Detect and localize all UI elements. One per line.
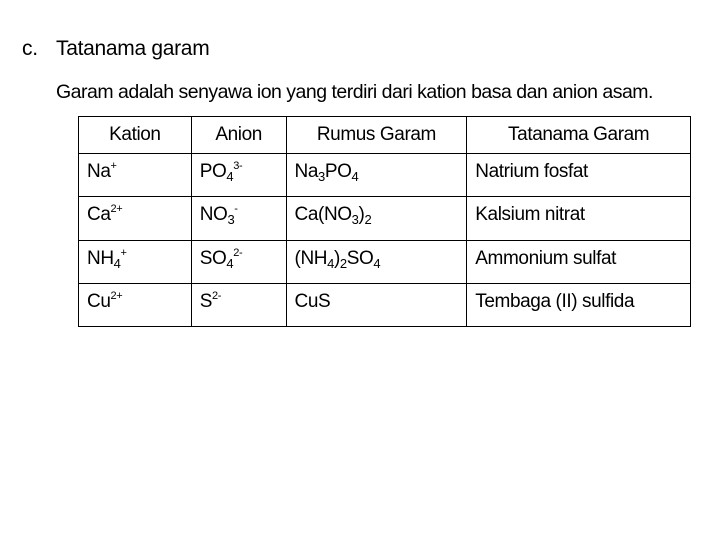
cation-formula — [87, 291, 122, 312]
formula-subscript: 4 — [351, 169, 359, 184]
salt-naming-table — [78, 116, 691, 327]
table-body — [79, 154, 691, 327]
table-row — [79, 197, 691, 240]
cell-tatanama-garam: Ammonium sulfat — [467, 240, 691, 283]
cell-rumus-garam — [286, 240, 467, 283]
cell-rumus-garam — [286, 154, 467, 197]
formula-subscript: 3 — [318, 169, 325, 184]
cation-charge: 2+ — [110, 289, 123, 302]
cell-kation — [79, 154, 192, 197]
header-anion: Anion — [191, 117, 286, 154]
cell-tatanama-garam: Kalsium nitrat — [467, 197, 691, 240]
cation-symbol: NH — [87, 247, 114, 269]
cation-symbol: Cu — [87, 290, 111, 312]
cell-anion — [191, 283, 286, 326]
cell-tatanama-garam: Natrium fosfat — [467, 154, 691, 197]
anion-formula — [199, 203, 238, 228]
section-marker: c. — [22, 37, 38, 60]
cell-rumus-garam — [286, 283, 467, 326]
intro-paragraph: Garam adalah senyawa ion yang terdiri dari kation basa dan anion asam. — [56, 81, 653, 103]
anion-charge: 3- — [233, 160, 243, 172]
formula-part: ) — [358, 204, 365, 226]
cell-anion — [191, 240, 286, 283]
cell-rumus-garam — [286, 197, 467, 240]
anion-subscript: 4 — [226, 169, 234, 184]
table-row — [79, 283, 691, 326]
anion-symbol: S — [199, 290, 213, 312]
anion-subscript: 3 — [227, 212, 235, 228]
anion-charge: 2- — [212, 289, 221, 302]
cell-anion — [191, 154, 286, 197]
cation-symbol: Na — [87, 161, 111, 182]
formula-subscript: 4 — [373, 255, 381, 271]
anion-symbol: NO — [199, 204, 228, 226]
cation-formula — [87, 204, 122, 225]
formula-part: (NH — [294, 247, 328, 269]
formula-part: ) — [333, 247, 340, 269]
anion-subscript: 4 — [226, 255, 234, 271]
formula-subscript: 4 — [327, 255, 334, 271]
header-tatanama-garam: Tatanama Garam — [467, 117, 691, 154]
anion-charge: 2- — [233, 246, 243, 259]
table-row — [79, 240, 691, 283]
cell-anion — [191, 197, 286, 240]
cation-subscript: 4 — [113, 255, 121, 271]
formula-part: CuS — [294, 290, 331, 312]
section-title: Tatanama garam — [56, 37, 210, 60]
anion-formula — [200, 291, 221, 312]
anion-symbol: SO — [199, 247, 227, 269]
header-kation: Kation — [79, 117, 192, 154]
table-row — [79, 154, 691, 197]
formula-part: SO — [346, 247, 374, 269]
cell-kation — [79, 240, 192, 283]
cation-formula — [87, 248, 127, 269]
cation-charge: + — [110, 160, 117, 172]
formula-part: PO — [324, 161, 352, 182]
formula-subscript: 2 — [339, 255, 347, 271]
section-heading — [22, 36, 209, 62]
cation-symbol: Ca — [87, 204, 111, 226]
anion-charge: - — [234, 203, 238, 216]
cation-formula — [87, 161, 117, 182]
header-rumus-garam: Rumus Garam — [286, 117, 467, 154]
cell-kation — [79, 283, 192, 326]
formula-part: Ca(NO — [294, 204, 352, 226]
anion-formula — [200, 248, 242, 269]
formula-subscript: 3 — [351, 212, 359, 228]
cell-tatanama-garam: Tembaga (II) sulfida — [467, 283, 691, 326]
formula-part: Na — [294, 161, 319, 182]
cation-charge: + — [120, 246, 127, 259]
cell-kation — [79, 197, 192, 240]
anion-symbol: PO — [199, 161, 227, 182]
anion-formula — [200, 161, 242, 182]
cation-charge: 2+ — [110, 203, 123, 216]
table-header-row — [79, 117, 691, 154]
formula-subscript: 2 — [364, 212, 372, 228]
